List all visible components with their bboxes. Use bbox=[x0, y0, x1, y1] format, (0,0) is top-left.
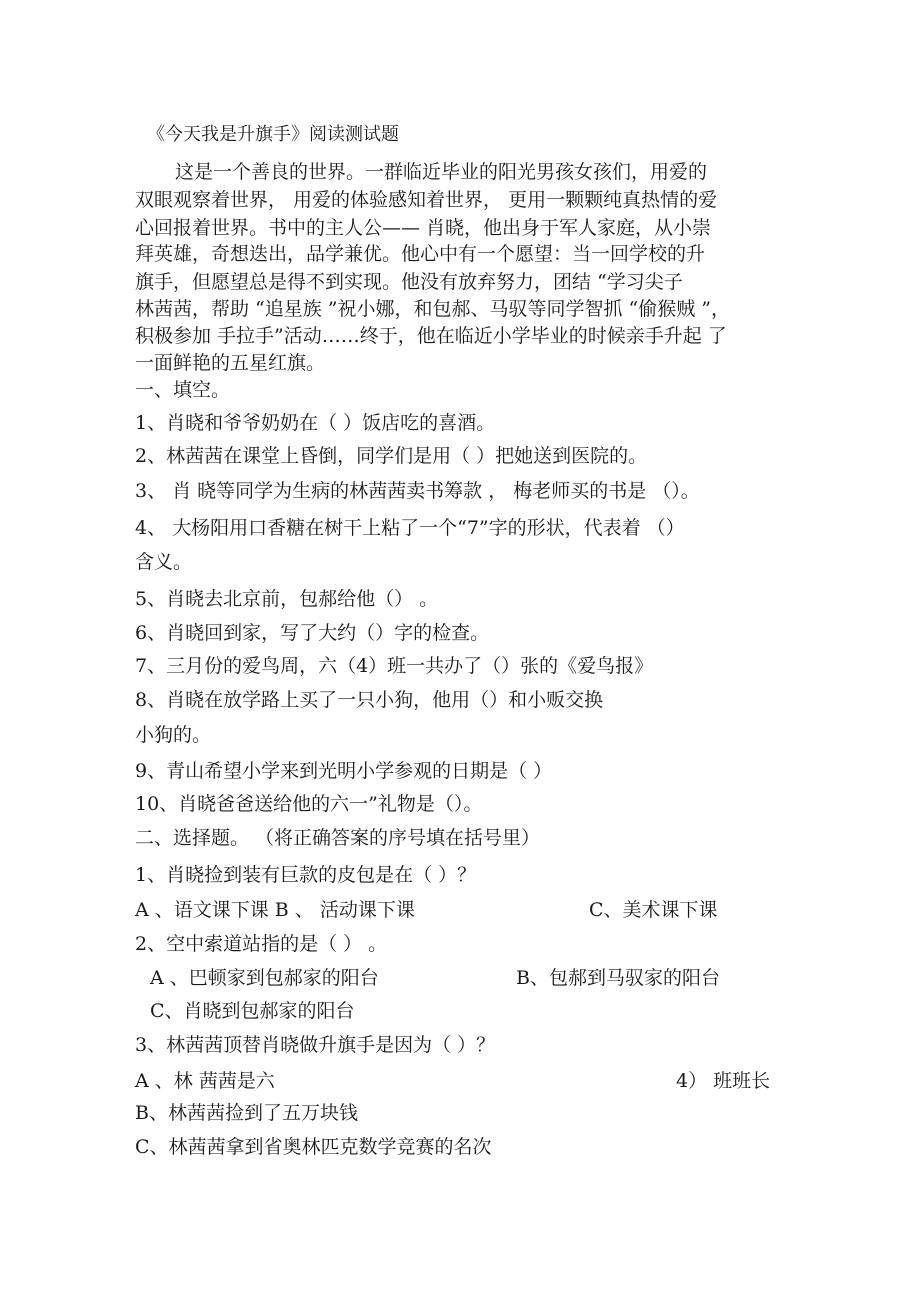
intro-line-6: 林茜茜，帮助 “追星族 ”祝小娜，和包郝、马驭等同学智抓 “偷猴贼 ”， bbox=[135, 298, 731, 320]
section2-heading: 二、选择题。 （将正确答案的序号填在括号里） bbox=[135, 827, 541, 849]
fill-item-7: 7、三月份的爱鸟周，六（4）班一共办了（）张的《爱鸟报》 bbox=[135, 655, 654, 677]
choice-q1-option-c: C、美术课下课 bbox=[589, 899, 718, 921]
intro-line-5: 旗手，但愿望总是得不到实现。他没有放弃努力，团结 “学习尖子 bbox=[135, 271, 683, 293]
choice-q2-option-c: C、肖晓到包郝家的阳台 bbox=[150, 1000, 355, 1022]
choice-q3-option-b: B、林茜茜捡到了五万块钱 bbox=[135, 1102, 358, 1124]
choice-q2-option-a: A 、巴顿家到包郝家的阳台 bbox=[150, 967, 379, 989]
fill-item-2: 2、林茜茜在课堂上昏倒，同学们是用（ ）把她送到医院的。 bbox=[135, 445, 648, 467]
document-title: 《今天我是升旗手》阅读测试题 bbox=[147, 124, 399, 145]
fill-item-8: 8、肖晓在放学路上买了一只小狗，他用（）和小贩交换 bbox=[135, 689, 604, 711]
choice-q1-options-ab: A 、语文课下课 B 、 活动课下课 bbox=[135, 899, 415, 921]
intro-line-4: 拜英雄，奇想迭出，品学兼优。他心中有一个愿望：当一回学校的升 bbox=[135, 243, 706, 265]
section1-heading: 一、填空。 bbox=[135, 379, 231, 401]
fill-item-3: 3、 肖 晓等同学为生病的林茜茜卖书筹款 ， 梅老师买的书是 （）。 bbox=[135, 480, 700, 502]
fill-item-4: 4、 大杨阳用口香糖在树干上粘了一个“7”字的形状，代表着 （） bbox=[135, 517, 685, 539]
fill-item-10: 10、肖晓爸爸送给他的六一”礼物是（）。 bbox=[135, 793, 483, 815]
intro-line-1: 这是一个善良的世界。一群临近毕业的阳光男孩女孩们，用爱的 bbox=[175, 161, 708, 183]
choice-q3-option-a: A 、林 茜茜是六 bbox=[135, 1070, 275, 1092]
choice-q1-stem: 1、肖晓捡到装有巨款的皮包是在（ ）？ bbox=[135, 864, 477, 886]
choice-q3-option-a-tail: 4） 班班长 bbox=[676, 1070, 771, 1092]
intro-line-2: 双眼观察着世界， 用爱的体验感知着世界， 更用一颗颗纯真热情的爱 bbox=[135, 189, 718, 211]
choice-q3-option-c: C、林茜茜拿到省奥林匹克数学竞赛的名次 bbox=[135, 1136, 492, 1158]
fill-item-6: 6、肖晓回到家，写了大约（）字的检查。 bbox=[135, 622, 490, 644]
fill-item-8-cont: 小狗的。 bbox=[135, 724, 212, 746]
fill-item-9: 9、青山希望小学来到光明小学参观的日期是（ ） bbox=[135, 760, 553, 782]
intro-line-7: 积极参加 手拉手”活动……终于，他在临近小学毕业的时候亲手升起 了 bbox=[135, 325, 727, 347]
intro-line-3: 心回报着世界。书中的主人公—— 肖晓，他出身于军人家庭，从小崇 bbox=[135, 217, 712, 239]
fill-item-5: 5、肖晓去北京前，包郝给他（） 。 bbox=[135, 588, 439, 610]
choice-q2-stem: 2、空中索道站指的是（ ） 。 bbox=[135, 933, 388, 955]
intro-line-8: 一面鲜艳的五星红旗。 bbox=[135, 352, 326, 374]
choice-q2-option-b: B、包郝到马驭家的阳台 bbox=[516, 967, 720, 989]
fill-item-1: 1、肖晓和爷爷奶奶在（ ）饭店吃的喜酒。 bbox=[135, 412, 496, 434]
fill-item-4-cont: 含义。 bbox=[135, 551, 193, 573]
choice-q3-stem: 3、林茜茜顶替肖晓做升旗手是因为（ ）？ bbox=[135, 1034, 496, 1056]
